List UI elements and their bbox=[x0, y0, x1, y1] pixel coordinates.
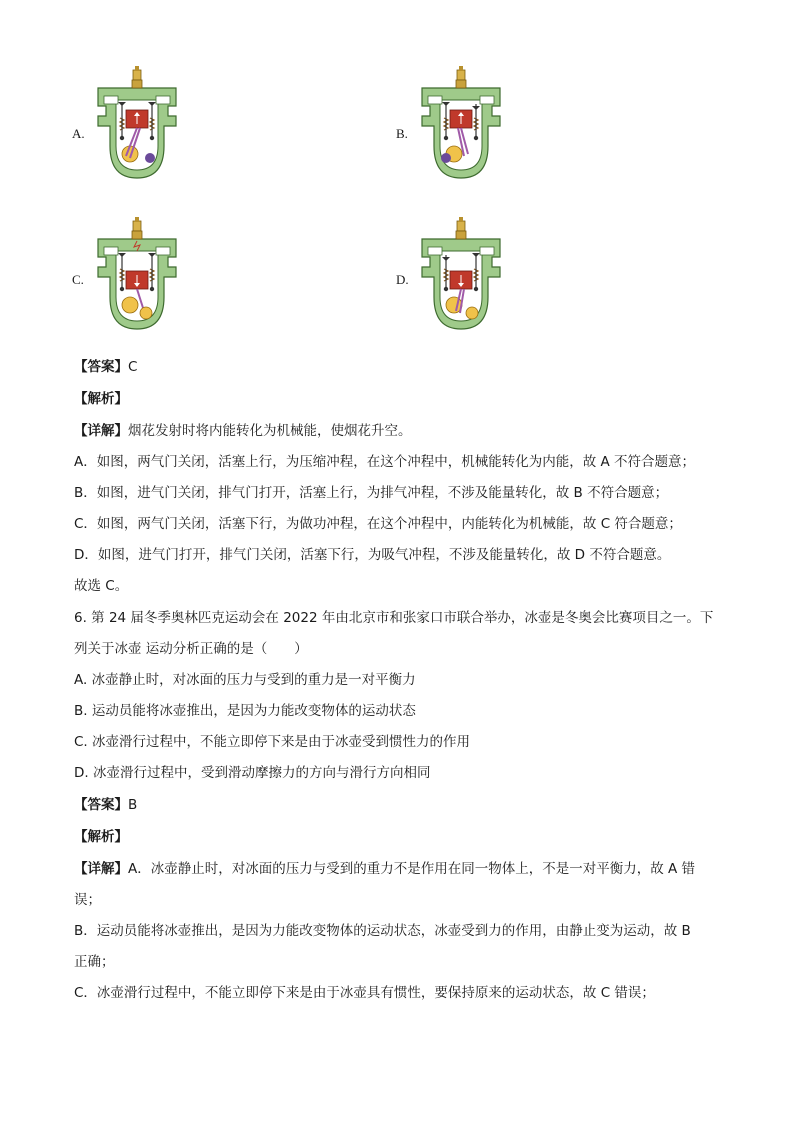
q6-detail-a-line2: 误； bbox=[74, 892, 101, 908]
q6-analysis-heading: 【解析】 bbox=[74, 829, 128, 845]
q5-detail-d: D．如图，进气门打开，排气门关闭，活塞下行，为吸气冲程，不涉及能量转化，故 D 不符合题意。 bbox=[74, 547, 671, 563]
engine-diagram-a bbox=[92, 66, 182, 182]
q5-detail-b: B．如图，进气门关闭，排气门打开，活塞上行，为排气冲程，不涉及能量转化，故 B 不符合题意； bbox=[74, 485, 669, 501]
q6-detail-c: C．冰壶滑行过程中，不能立即停下来是由于冰壶具有惯性，要保持原来的运动状态，故 C 错误； bbox=[74, 985, 655, 1001]
q5-answer: 【答案】C bbox=[74, 359, 138, 375]
option-d-label: D. bbox=[396, 272, 409, 287]
q6-option-b: B. 运动员能将冰壶推出，是因为力能改变物体的运动状态 bbox=[74, 703, 416, 719]
option-a-label: A. bbox=[72, 126, 85, 141]
engine-diagram-c bbox=[92, 212, 182, 338]
q6-option-c: C. 冰壶滑行过程中，不能立即停下来是由于冰壶受到惯性力的作用 bbox=[74, 734, 471, 750]
q5-conclusion: 故选 C。 bbox=[74, 578, 129, 594]
option-c-label: C. bbox=[72, 272, 84, 287]
option-b-label: B. bbox=[396, 126, 408, 141]
q5-detail-a: A．如图，两气门关闭，活塞上行，为压缩冲程，在这个冲程中，机械能转化为内能，故 A 不符合题意； bbox=[74, 454, 696, 470]
q6-detail-a-line1: 【详解】A．冰壶静止时，对冰面的压力与受到的重力不是作用在同一物体上，不是一对平衡力，故 A 错 bbox=[74, 861, 696, 877]
q6-option-d: D. 冰壶滑行过程中，受到滑动摩擦力的方向与滑行方向相同 bbox=[74, 765, 431, 781]
engine-diagram-b bbox=[416, 66, 506, 182]
q5-detail-intro: 【详解】烟花发射时将内能转化为机械能，使烟花升空。 bbox=[74, 423, 412, 439]
q6-option-a: A. 冰壶静止时，对冰面的压力与受到的重力是一对平衡力 bbox=[74, 672, 416, 688]
q6-detail-b-line2: 正确； bbox=[74, 954, 115, 970]
q6-stem-line2: 列关于冰壶 运动分析正确的是（ ） bbox=[74, 641, 308, 657]
q5-analysis-heading: 【解析】 bbox=[74, 391, 128, 407]
q6-answer: 【答案】B bbox=[74, 797, 138, 813]
engine-diagram-d bbox=[416, 212, 506, 338]
q5-detail-c: C．如图，两气门关闭，活塞下行，为做功冲程，在这个冲程中，内能转化为机械能，故 C 符合题意； bbox=[74, 516, 682, 532]
q6-stem-line1: 6. 第 24 届冬季奥林匹克运动会在 2022 年由北京市和张家口市联合举办，冰壶是冬奥会比赛项目之一。下 bbox=[74, 610, 714, 626]
q6-detail-b-line1: B．运动员能将冰壶推出，是因为力能改变物体的运动状态，冰壶受到力的作用，由静止变为运动，故 B bbox=[74, 923, 691, 939]
